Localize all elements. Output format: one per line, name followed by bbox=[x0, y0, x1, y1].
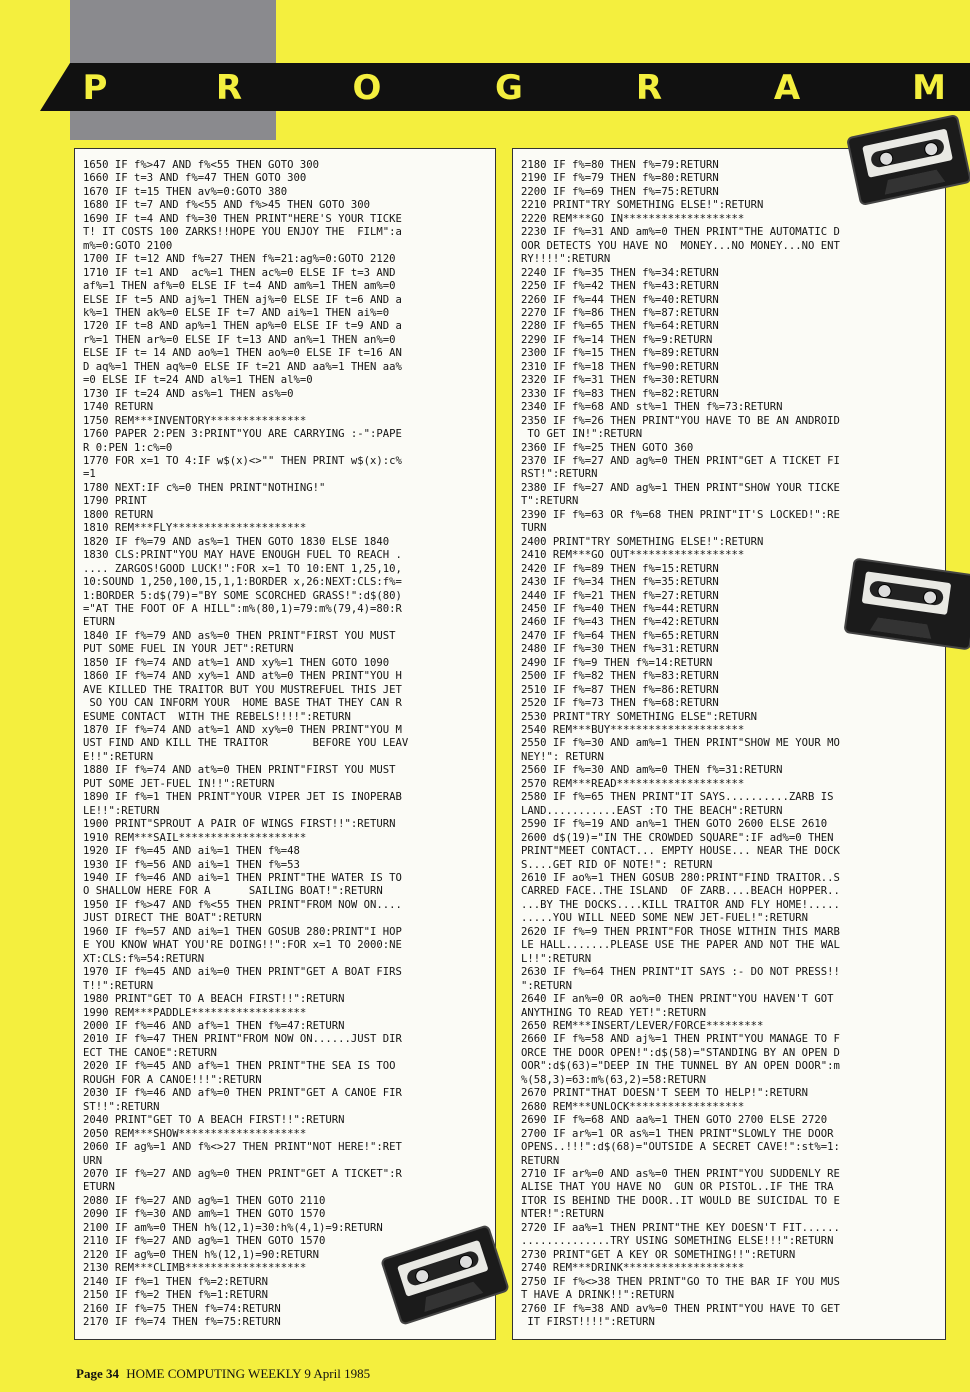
code-line: ELSE IF t=5 AND aj%=1 THEN aj%=0 ELSE IF t=6 AND a bbox=[83, 293, 402, 306]
code-line: .... ZARGOS!GOOD LUCK!":FOR x=1 TO 10:ENT 1,25,10, bbox=[83, 562, 402, 575]
code-line: R 0:PEN 1:c%=0 bbox=[83, 441, 173, 454]
code-line: O SHALLOW HERE FOR A SAILING BOAT!":RETURN bbox=[83, 885, 383, 898]
code-line: 1950 IF f%>47 AND f%<55 THEN PRINT"FROM NOW ON.... bbox=[83, 898, 402, 911]
code-line: 2650 REM***INSERT/LEVER/FORCE********* bbox=[521, 1020, 764, 1032]
code-line: 2720 IF aa%=1 THEN PRINT"THE KEY DOESN'T FIT...... bbox=[521, 1221, 840, 1234]
code-line: 1800 RETURN bbox=[83, 508, 154, 521]
code-line: ELSE IF t= 14 AND ao%=1 THEN ao%=0 ELSE IF t=16 AN bbox=[83, 347, 402, 360]
code-line: 1910 REM***SAIL******************** bbox=[83, 831, 307, 844]
code-line: 1670 IF t=15 THEN av%=0:GOTO 380 bbox=[83, 185, 288, 198]
code-line: RETURN bbox=[521, 1154, 560, 1167]
code-line: 1690 IF t=4 AND f%=30 THEN PRINT"HERE'S YOUR TICKE bbox=[83, 212, 402, 225]
code-line: 2480 IF f%=30 THEN f%=31:RETURN bbox=[521, 643, 719, 656]
code-line: 2170 IF f%=74 THEN f%=75:RETURN bbox=[83, 1315, 281, 1328]
code-line: OPENS..!!!":d$(68)="OUTSIDE A SECRET CAVE!":st%=1: bbox=[521, 1141, 840, 1154]
code-line: 2380 IF f%=27 AND ag%=1 THEN PRINT"SHOW YOUR TICKE bbox=[521, 481, 840, 494]
code-line: 2010 IF f%=47 THEN PRINT"FROM NOW ON......JUST DIR bbox=[83, 1033, 402, 1046]
code-line: 2520 IF f%=73 THEN f%=68:RETURN bbox=[521, 697, 719, 710]
code-line: 2030 IF f%=46 AND af%=0 THEN PRINT"GET A CANOE FIR bbox=[83, 1087, 402, 1100]
code-line: 2640 IF an%=0 OR ao%=0 THEN PRINT"YOU HAVEN'T GOT bbox=[521, 993, 834, 1006]
code-line: LE!!":RETURN bbox=[83, 804, 160, 817]
code-line: 10:SOUND 1,250,100,15,1,1:BORDER x,26:NEXT:CLS:f%= bbox=[83, 576, 402, 589]
code-line: 2060 IF ag%=1 AND f%<>27 THEN PRINT"NOT HERE!":RET bbox=[83, 1141, 402, 1154]
page-number: Page 34 bbox=[76, 1366, 119, 1381]
code-line: L!!":RETURN bbox=[521, 952, 592, 965]
code-line: 1810 REM***FLY********************* bbox=[83, 522, 307, 535]
code-line: 2400 PRINT"TRY SOMETHING ELSE!":RETURN bbox=[521, 535, 764, 548]
code-line: k%=1 THEN ak%=0 ELSE IF t=7 AND ai%=1 THEN ai%=0 bbox=[83, 306, 390, 319]
code-line: 2550 IF f%=30 AND am%=1 THEN PRINT"SHOW ME YOUR MO bbox=[521, 737, 840, 750]
code-line: 2600 d$(19)="IN THE CROWDED SQUARE":IF ad%=0 THEN bbox=[521, 831, 834, 844]
code-line: =0 ELSE IF t=24 AND al%=1 THEN al%=0 bbox=[83, 374, 313, 387]
code-line: 2470 IF f%=64 THEN f%=65:RETURN bbox=[521, 629, 719, 642]
code-line: 2710 IF ar%=0 AND as%=0 THEN PRINT"YOU SUDDENLY RE bbox=[521, 1167, 840, 1180]
code-line: 2250 IF f%=42 THEN f%=43:RETURN bbox=[521, 280, 719, 293]
listing-column-left bbox=[74, 148, 496, 1340]
code-line: 1860 IF f%=74 AND xy%=1 AND at%=0 THEN PRINT"YOU H bbox=[83, 670, 402, 683]
code-line: ="AT THE FOOT OF A HILL":m%(80,1)=79:m%(79,4)=80:R bbox=[83, 602, 402, 615]
code-line: OOR":d$(63)="DEEP IN THE TUNNEL BY AN OPEN DOOR":m bbox=[521, 1060, 840, 1073]
code-line: ..............TRY USING SOMETHING ELSE!!!":RETURN bbox=[521, 1235, 834, 1248]
code-line: 2160 IF f%=75 THEN f%=74:RETURN bbox=[83, 1302, 281, 1315]
code-line: ORCE THE DOOR OPEN!":d$(58)="STANDING BY AN OPEN D bbox=[521, 1046, 840, 1059]
code-line: =1 bbox=[83, 468, 96, 481]
code-line: 1710 IF t=1 AND ac%=1 THEN ac%=0 ELSE IF t=3 AND bbox=[83, 266, 396, 279]
publication-line: HOME COMPUTING WEEKLY 9 April 1985 bbox=[126, 1366, 371, 1381]
code-line: 2310 IF f%=18 THEN f%=90:RETURN bbox=[521, 360, 719, 373]
code-line: 2040 PRINT"GET TO A BEACH FIRST!!":RETURN bbox=[83, 1114, 345, 1127]
code-line: URN bbox=[83, 1154, 103, 1167]
code-line: 1830 CLS:PRINT"YOU MAY HAVE ENOUGH FUEL TO REACH . bbox=[83, 549, 402, 562]
code-line: 2440 IF f%=21 THEN f%=27:RETURN bbox=[521, 589, 719, 602]
code-line: 1700 IF t=12 AND f%=27 THEN f%=21:ag%=0:GOTO 2120 bbox=[83, 253, 396, 266]
code-line: SO YOU CAN INFORM YOUR HOME BASE THAT THEY CAN R bbox=[83, 697, 402, 710]
code-line: UST FIND AND KILL THE TRAITOR BEFORE YOU LEAV bbox=[83, 737, 409, 750]
code-line: S....GET RID OF NOTE!": RETURN bbox=[521, 858, 713, 871]
code-line: 2210 PRINT"TRY SOMETHING ELSE!":RETURN bbox=[521, 199, 764, 212]
code-line: 2530 PRINT"TRY SOMETHING ELSE":RETURN bbox=[521, 710, 757, 723]
code-line: 2630 IF f%=64 THEN PRINT"IT SAYS :- DO NOT PRESS!! bbox=[521, 966, 840, 979]
code-line: 2610 IF ao%=1 THEN GOSUB 280:PRINT"FIND TRAITOR..S bbox=[521, 872, 840, 885]
code-line: PUT SOME JET-FUEL IN!!":RETURN bbox=[83, 777, 275, 790]
code-line: 2130 REM***CLIMB******************* bbox=[83, 1262, 307, 1275]
code-line: 1720 IF t=8 AND ap%=1 THEN ap%=0 ELSE IF t=9 AND a bbox=[83, 320, 402, 333]
code-line: 1760 PAPER 2:PEN 3:PRINT"YOU ARE CARRYING :-":PAPE bbox=[83, 428, 402, 441]
code-line: 1680 IF t=7 AND f%<55 AND f%>45 THEN GOTO 300 bbox=[83, 199, 371, 212]
code-line: 1660 IF t=3 AND f%=47 THEN GOTO 300 bbox=[83, 172, 307, 185]
code-line: 2050 REM***SHOW******************** bbox=[83, 1127, 307, 1140]
code-line: 2280 IF f%=65 THEN f%=64:RETURN bbox=[521, 320, 719, 333]
cassette-tape-icon bbox=[846, 114, 970, 206]
code-line: 2700 IF ar%=1 OR as%=1 THEN PRINT"SLOWLY THE DOOR bbox=[521, 1127, 834, 1140]
code-line: 2750 IF f%<>38 THEN PRINT"GO TO THE BAR IF YOU MUS bbox=[521, 1275, 840, 1288]
code-line: JUST DIRECT THE BOAT":RETURN bbox=[83, 912, 262, 925]
banner-letter: M bbox=[912, 68, 946, 108]
code-line: 1780 NEXT:IF c%=0 THEN PRINT"NOTHING!" bbox=[83, 481, 326, 494]
code-line: 2220 REM***GO IN******************* bbox=[521, 212, 745, 225]
banner-letter: O bbox=[352, 68, 382, 108]
code-line: 2290 IF f%=14 THEN f%=9:RETURN bbox=[521, 333, 713, 346]
code-line: m%=0:GOTO 2100 bbox=[83, 239, 173, 252]
banner-letter: G bbox=[495, 68, 523, 108]
code-line: 2090 IF f%=30 AND am%=1 THEN GOTO 1570 bbox=[83, 1208, 326, 1221]
code-line: 2200 IF f%=69 THEN f%=75:RETURN bbox=[521, 185, 719, 198]
code-line: 1920 IF f%=45 AND ai%=1 THEN f%=48 bbox=[83, 845, 300, 858]
code-line: 1970 IF f%=45 AND ai%=0 THEN PRINT"GET A BOAT FIRS bbox=[83, 966, 402, 979]
code-line: 1930 IF f%=56 AND ai%=1 THEN f%=53 bbox=[83, 858, 300, 871]
code-line: 2320 IF f%=31 THEN f%=30:RETURN bbox=[521, 374, 719, 387]
code-listing-left bbox=[75, 149, 495, 1333]
code-line: 2100 IF am%=0 THEN h%(12,1)=30:h%(4,1)=9:RETURN bbox=[83, 1221, 383, 1234]
code-line: 1770 FOR x=1 TO 4:IF w$(x)<>"" THEN PRINT w$(x):c% bbox=[83, 454, 402, 467]
code-line: 2670 PRINT"THAT DOESN'T SEEM TO HELP!":RETURN bbox=[521, 1087, 809, 1100]
code-line: 2590 IF f%=19 AND an%=1 THEN GOTO 2600 ELSE 2610 bbox=[521, 818, 828, 831]
code-line: 2180 IF f%=80 THEN f%=79:RETURN bbox=[521, 159, 719, 171]
page-footer bbox=[76, 1366, 370, 1382]
code-line: T HAVE A DRINK!!":RETURN bbox=[521, 1289, 675, 1302]
code-line: 1850 IF f%=74 AND at%=1 AND xy%=1 THEN GOTO 1090 bbox=[83, 656, 390, 669]
code-line: 2490 IF f%=9 THEN f%=14:RETURN bbox=[521, 656, 713, 669]
code-line: 2510 IF f%=87 THEN f%=86:RETURN bbox=[521, 683, 719, 696]
code-line: OOR DETECTS YOU HAVE NO MONEY...NO MONEY...NO ENT bbox=[521, 239, 840, 252]
code-line: 2460 IF f%=43 THEN f%=42:RETURN bbox=[521, 616, 719, 629]
code-line: CARRED FACE..THE ISLAND OF ZARB....BEACH HOPPER.. bbox=[521, 885, 840, 898]
code-line: 2330 IF f%=83 THEN f%=82:RETURN bbox=[521, 387, 719, 400]
code-line: ROUGH FOR A CANOE!!!":RETURN bbox=[83, 1073, 262, 1086]
code-line: E YOU KNOW WHAT YOU'RE DOING!!":FOR x=1 TO 2000:NE bbox=[83, 939, 402, 952]
code-line: 1890 IF f%=1 THEN PRINT"YOUR VIPER JET IS INOPERAB bbox=[83, 791, 402, 804]
code-line: %(58,3)=63:m%(63,2)=58:RETURN bbox=[521, 1073, 706, 1086]
code-line: 2760 IF f%=38 AND av%=0 THEN PRINT"YOU HAVE TO GET bbox=[521, 1302, 840, 1315]
code-line: 1960 IF f%=57 AND ai%=1 THEN GOSUB 280:PRINT"I HOP bbox=[83, 925, 402, 938]
code-line: 2500 IF f%=82 THEN f%=83:RETURN bbox=[521, 670, 719, 683]
code-line: af%=1 THEN af%=0 ELSE IF t=4 AND am%=1 THEN am%=0 bbox=[83, 280, 396, 293]
code-line: PRINT"MEET CONTACT... EMPTY HOUSE... NEAR THE DOCK bbox=[521, 845, 840, 858]
code-line: TO GET IN!":RETURN bbox=[521, 428, 643, 441]
code-line: 1790 PRINT bbox=[83, 495, 147, 508]
code-line: 2240 IF f%=35 THEN f%=34:RETURN bbox=[521, 266, 719, 279]
code-line: 2300 IF f%=15 THEN f%=89:RETURN bbox=[521, 347, 719, 360]
code-line: 2000 IF f%=46 AND af%=1 THEN f%=47:RETURN bbox=[83, 1020, 345, 1032]
code-line: 2620 IF f%=9 THEN PRINT"FOR THOSE WITHIN THIS MARB bbox=[521, 925, 840, 938]
code-line: D aq%=1 THEN aq%=0 ELSE IF t=21 AND aa%=1 THEN aa% bbox=[83, 360, 402, 373]
code-line: T! IT COSTS 100 ZARKS!!HOPE YOU ENJOY THE FILM":a bbox=[83, 226, 402, 239]
code-line: ETURN bbox=[83, 616, 115, 629]
code-line: 1730 IF t=24 AND as%=1 THEN as%=0 bbox=[83, 387, 294, 400]
code-line: 2690 IF f%=68 AND aa%=1 THEN GOTO 2700 ELSE 2720 bbox=[521, 1114, 828, 1127]
code-line: 2140 IF f%=1 THEN f%=2:RETURN bbox=[83, 1275, 268, 1288]
code-line: 2070 IF f%=27 AND ag%=0 THEN PRINT"GET A TICKET":R bbox=[83, 1167, 402, 1180]
code-line: ALISE THAT YOU HAVE NO GUN OR PISTOL..IF THE TRA bbox=[521, 1181, 834, 1194]
code-line: LAND...........EAST :TO THE BEACH":RETURN bbox=[521, 804, 783, 817]
code-line: 1650 IF f%>47 AND f%<55 THEN GOTO 300 bbox=[83, 159, 319, 171]
code-line: 2270 IF f%=86 THEN f%=87:RETURN bbox=[521, 306, 719, 319]
code-line: 1990 REM***PADDLE****************** bbox=[83, 1006, 307, 1019]
code-listing-right bbox=[513, 149, 945, 1333]
code-line: 2360 IF f%=25 THEN GOTO 360 bbox=[521, 441, 694, 454]
code-line: 1880 IF f%=74 AND at%=0 THEN PRINT"FIRST YOU MUST bbox=[83, 764, 396, 777]
code-line: 2560 IF f%=30 AND am%=0 THEN f%=31:RETURN bbox=[521, 764, 783, 777]
code-line: 2410 REM***GO OUT****************** bbox=[521, 549, 745, 562]
code-line: 2680 REM***UNLOCK****************** bbox=[521, 1100, 745, 1113]
code-line: NEY!": RETURN bbox=[521, 750, 604, 763]
banner-letter: A bbox=[773, 68, 801, 108]
code-line: 2730 PRINT"GET A KEY OR SOMETHING!!":RETURN bbox=[521, 1248, 796, 1261]
code-line: RST!":RETURN bbox=[521, 468, 598, 481]
code-line: 2150 IF f%=2 THEN f%=1:RETURN bbox=[83, 1289, 268, 1302]
code-line: 2230 IF f%=31 AND am%=0 THEN PRINT"THE AUTOMATIC D bbox=[521, 226, 840, 239]
code-line: IT FIRST!!!!":RETURN bbox=[521, 1315, 655, 1328]
code-line: ST!!":RETURN bbox=[83, 1100, 160, 1113]
code-line: 2120 IF ag%=0 THEN h%(12,1)=90:RETURN bbox=[83, 1248, 319, 1261]
code-line: 1:BORDER 5:d$(79)="BY SOME SCORCHED GRASS!":d$(80) bbox=[83, 589, 402, 602]
code-line: 1900 PRINT"SPROUT A PAIR OF WINGS FIRST!!":RETURN bbox=[83, 818, 396, 831]
code-line: 2350 IF f%=26 THEN PRINT"YOU HAVE TO BE AN ANDROID bbox=[521, 414, 840, 427]
code-line: 1940 IF f%=46 AND ai%=1 THEN PRINT"THE WATER IS TO bbox=[83, 872, 402, 885]
banner-letter: R bbox=[215, 68, 243, 108]
banner-letter: R bbox=[635, 68, 663, 108]
banner-letter: P bbox=[82, 68, 108, 108]
code-line: 1870 IF f%=74 AND at%=1 AND xy%=0 THEN PRINT"YOU M bbox=[83, 724, 402, 737]
code-line: 2260 IF f%=44 THEN f%=40:RETURN bbox=[521, 293, 719, 306]
code-line: 1820 IF f%=79 AND as%=1 THEN GOTO 1830 ELSE 1840 bbox=[83, 535, 390, 548]
code-line: ITOR IS BEHIND THE DOOR..IT WOULD BE SUICIDAL TO E bbox=[521, 1194, 840, 1207]
code-line: NTER!":RETURN bbox=[521, 1208, 604, 1221]
code-line: 2370 IF f%=27 AND ag%=0 THEN PRINT"GET A TICKET FI bbox=[521, 454, 840, 467]
code-line: ...BY THE DOCKS....KILL TRAITOR AND FLY HOME!..... bbox=[521, 898, 840, 911]
code-line: T!!":RETURN bbox=[83, 979, 154, 992]
code-line: 2190 IF f%=79 THEN f%=80:RETURN bbox=[521, 172, 719, 185]
code-line: TURN bbox=[521, 522, 547, 535]
code-line: r%=1 THEN ar%=0 ELSE IF t=13 AND an%=1 THEN an%=0 bbox=[83, 333, 396, 346]
code-line: 2390 IF f%=63 OR f%=68 THEN PRINT"IT'S LOCKED!":RE bbox=[521, 508, 840, 521]
code-line: ETURN bbox=[83, 1181, 115, 1194]
code-line: 2740 REM***DRINK******************* bbox=[521, 1262, 745, 1275]
code-line: 2430 IF f%=34 THEN f%=35:RETURN bbox=[521, 576, 719, 589]
code-line: LE HALL.......PLEASE USE THE PAPER AND NOT THE WAL bbox=[521, 939, 840, 952]
code-line: ESUME CONTACT WITH THE REBELS!!!!":RETURN bbox=[83, 710, 351, 723]
code-line: 1740 RETURN bbox=[83, 401, 154, 414]
code-line: 2080 IF f%=27 AND ag%=1 THEN GOTO 2110 bbox=[83, 1194, 326, 1207]
code-line: 2580 IF f%=65 THEN PRINT"IT SAYS..........ZARB IS bbox=[521, 791, 834, 804]
code-line: 2540 REM***BUY********************* bbox=[521, 724, 745, 737]
code-line: 1840 IF f%=79 AND as%=0 THEN PRINT"FIRST YOU MUST bbox=[83, 629, 396, 642]
code-line: 2020 IF f%=45 AND af%=1 THEN PRINT"THE SEA IS TOO bbox=[83, 1060, 396, 1073]
listing-column-right bbox=[512, 148, 946, 1340]
code-line: ":RETURN bbox=[521, 979, 573, 992]
code-line: 2450 IF f%=40 THEN f%=44:RETURN bbox=[521, 602, 719, 615]
code-line: 2570 REM***READ******************** bbox=[521, 777, 745, 790]
code-line: ANYTHING TO READ YET!":RETURN bbox=[521, 1006, 706, 1019]
code-line: E!!":RETURN bbox=[83, 750, 154, 763]
code-line: XT:CLS:f%=54:RETURN bbox=[83, 952, 205, 965]
code-line: PUT SOME FUEL IN YOUR JET":RETURN bbox=[83, 643, 294, 656]
code-line: 2660 IF f%=58 AND aj%=1 THEN PRINT"YOU MANAGE TO F bbox=[521, 1033, 840, 1046]
code-line: 1980 PRINT"GET TO A BEACH FIRST!!":RETURN bbox=[83, 993, 345, 1006]
code-line: AVE KILLED THE TRAITOR BUT YOU MUSTREFUEL THIS JET bbox=[83, 683, 402, 696]
code-line: T":RETURN bbox=[521, 495, 579, 508]
code-line: 2420 IF f%=89 THEN f%=15:RETURN bbox=[521, 562, 719, 575]
code-line: .....YOU WILL NEED SOME NEW JET-FUEL!":RETURN bbox=[521, 912, 809, 925]
code-line: 1750 REM***INVENTORY*************** bbox=[83, 414, 307, 427]
code-line: ECT THE CANOE":RETURN bbox=[83, 1046, 217, 1059]
code-line: RY!!!!":RETURN bbox=[521, 253, 611, 266]
code-line: 2340 IF f%=68 AND st%=1 THEN f%=73:RETURN bbox=[521, 401, 783, 414]
code-line: 2110 IF f%=27 AND ag%=1 THEN GOTO 1570 bbox=[83, 1235, 326, 1248]
